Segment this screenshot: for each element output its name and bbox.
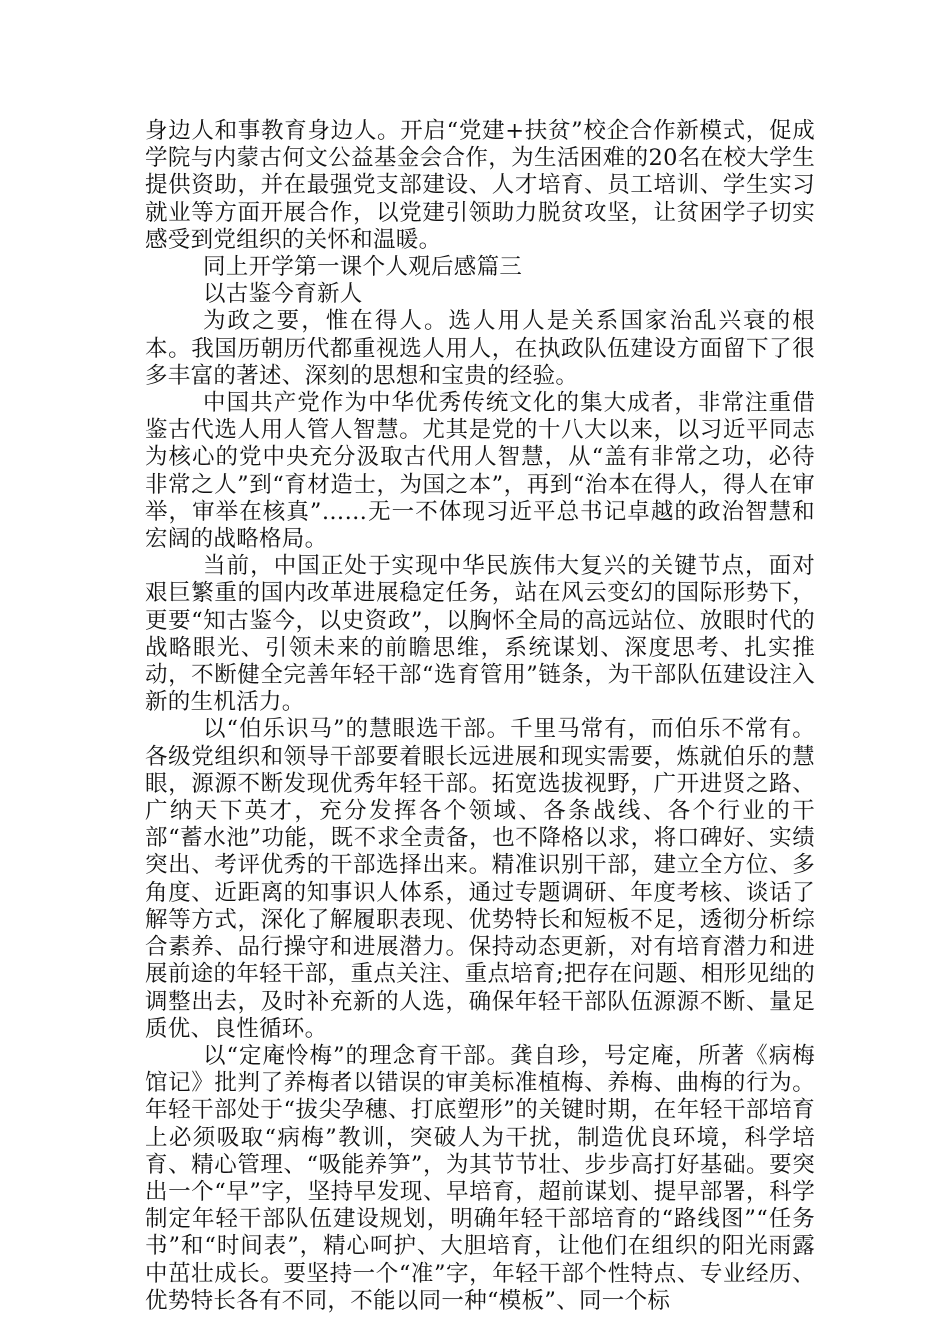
document-page	[145, 118, 815, 1315]
paragraph: 以“定庵怜梅”的理念育干部。龚自珍，号定庵，所著《病梅馆记》批判了养梅者以错误的审美标准植梅、养梅、曲梅的行为。年轻干部处于“拔尖孕穗、打底塑形”的关键时期，在年轻干部培育上必须吸取“病梅”教训，突破人为干扰，制造优良环境，科学培育、精心管理、“吸能养笋”，为其节节壮、步步高打好基础。要突出一个“早”字，坚持早发现、早培育，超前谋划、提早部署，科学制定年轻干部队伍建设规划，明确年轻干部培育的“路线图”“任务书”和“时间表”，精心呵护、大胆培育，让他们在组织的阳光雨露中茁壮成长。要坚持一个“准”字，年轻干部个性特点、专业经历、优势特长各有不同，不能以同一种“模板”、同一个标	[145, 1042, 815, 1314]
paragraph: 身边人和事教育身边人。开启“党建+扶贫”校企合作新模式，促成学院与内蒙古何文公益基金会合作，为生活困难的20名在校大学生提供资助，并在最强党支部建设、人才培育、员工培训、学生实习就业等方面开展合作，以党建引领助力脱贫攻坚，让贫困学子切实感受到党组织的关怀和温暖。	[145, 118, 815, 253]
article-title: 以古鉴今育新人	[203, 281, 363, 308]
paragraph: 中国共产党作为中华优秀传统文化的集大成者，非常注重借鉴古代选人用人管人智慧。尤其是党的十八大以来，以习近平同志为核心的党中央充分汲取古代用人智慧，从“盖有非常之功，必待非常之人”到“育材造士，为国之本”，再到“治本在得人，得人在审举，审举在核真”……无一不体现习近平总书记卓越的政治智慧和宏阔的战略格局。	[145, 390, 815, 553]
paragraph: 当前，中国正处于实现中华民族伟大复兴的关键节点，面对艰巨繁重的国内改革进展稳定任务，站在风云变幻的国际形势下，更要“知古鉴今，以史资政”，以胸怀全局的高远站位、放眼时代的战略眼光、引领未来的前瞻思维，系统谋划、深度思考、扎实推动，不断健全完善年轻干部“选育管用”链条，为干部队伍建设注入新的生机活力。	[145, 553, 815, 716]
paragraph: 以“伯乐识马”的慧眼选干部。千里马常有，而伯乐不常有。各级党组织和领导干部要着眼长远进展和现实需要，炼就伯乐的慧眼，源源不断发现优秀年轻干部。拓宽选拔视野，广开进贤之路、广纳天下英才，充分发挥各个领域、各条战线、各个行业的干部“蓄水池”功能，既不求全责备，也不降格以求，将口碑好、实绩突出、考评优秀的干部选择出来。精准识别干部，建立全方位、多角度、近距离的知事识人体系，通过专题调研、年度考核、谈话了解等方式，深化了解履职表现、优势特长和短板不足，透彻分析综合素养、品行操守和进展潜力。保持动态更新，对有培育潜力和进展前途的年轻干部，重点关注、重点培育;把存在问题、相形见绌的调整出去，及时补充新的人选，确保年轻干部队伍源源不断、量足质优、良性循环。	[145, 716, 815, 1042]
paragraph: 为政之要，惟在得人。选人用人是关系国家治乱兴衰的根本。我国历朝历代都重视选人用人，在执政队伍建设方面留下了很多丰富的著述、深刻的思想和宝贵的经验。	[145, 308, 815, 389]
section-title: 同上开学第一课个人观后感篇三	[203, 254, 523, 281]
